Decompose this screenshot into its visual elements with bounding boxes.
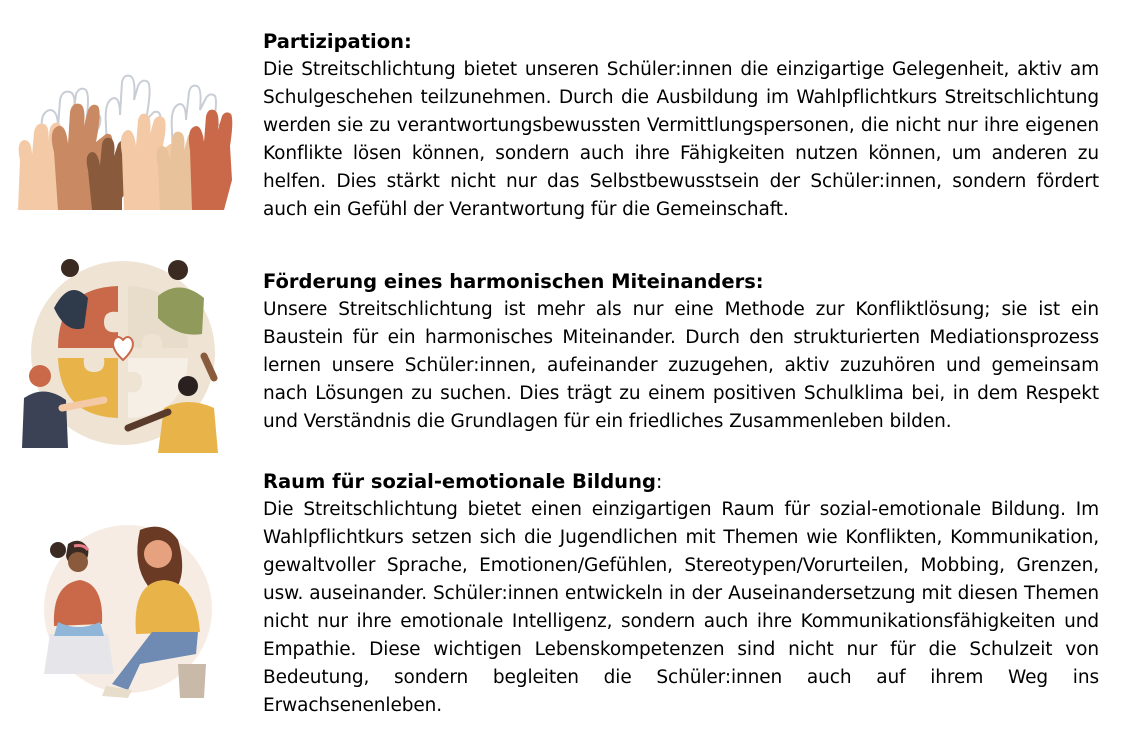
raised-hands-icon (14, 70, 234, 210)
text-block-miteinander (263, 268, 1099, 436)
heading-bildung (263, 468, 1099, 496)
paragraph-miteinander: Unsere Streitschlichtung ist mehr als nur eine Methode zur Konfliktlösung; sie ist ein Baustein für ein harmonisches Miteinander. Durch den strukturierten Mediationsprozess lernen unsere Schüler:innen, aufeinander zuzugehen, aktiv zuzuhören und gemeinsam nach Lösungen zu suchen. Dies trägt zu einem positiven Schulklima bei, in dem Respekt und Verständnis die Grundlagen für ein friedliches Zusammenleben bilden. (263, 299, 1099, 432)
raised-hands-illustration (14, 70, 234, 214)
paragraph-partizipation: Die Streitschlichtung bietet unseren Schüler:innen die einzigartige Gelegenheit, aktiv am Schulgeschehen teilzunehmen. Durch die Ausbildung im Wahlpflichtkurs Streitschlichtung werden sie zu verantwortungsbewussten Vermittlungspersonen, die nicht nur ihre eigenen Konflikte lösen können, sondern auch ihre Fähigkeiten nutzen können, um anderen zu helfen. Dies stärkt nicht nur das Selbstbewusstsein der Schüler:innen, sondern fördert auch ein Gefühl der Verantwortung für die Gemeinschaft. (263, 59, 1099, 220)
counselling-conversation-illustration (28, 514, 228, 708)
heading-text: Partizipation: (263, 30, 412, 53)
section-partizipation (0, 24, 1140, 224)
heading-suffix: : (655, 470, 663, 493)
heading-text: Raum für sozial-emotionale Bildung (263, 470, 656, 493)
section-bildung (0, 464, 1140, 734)
heading-text: Förderung eines harmonischen Miteinanders: (263, 270, 764, 293)
counselling-icon (28, 514, 228, 704)
puzzle-teamwork-illustration (18, 248, 228, 462)
text-block-bildung (263, 468, 1099, 720)
heading-miteinander (263, 268, 1099, 296)
puzzle-people-icon (18, 248, 228, 458)
paragraph-bildung: Die Streitschlichtung bietet einen einzigartigen Raum für sozial-emotionale Bildung. Im Wahlpflichtkurs setzen sich die Jugendlichen mit Themen wie Konflikten, Kommunikation, gewaltvoller Sprache, Emotionen/Gefühlen, Stereotypen/Vorurteilen, Mobbing, Grenzen, usw. auseinander. Schüler:innen entwickeln in der Auseinandersetzung mit diesen Themen nicht nur ihre emotionale Intelligenz, sondern auch ihre Kommunikationsfähigkeiten und Empathie. Diese wichtigen Lebenskompetenzen sind nicht nur für die Schulzeit von Bedeutung, sondern begleiten die Schüler:innen auch auf ihrem Weg ins Erwachsenenleben. (263, 499, 1099, 716)
text-block-partizipation (263, 28, 1099, 224)
heading-partizipation (263, 28, 1099, 56)
section-miteinander (0, 240, 1140, 460)
